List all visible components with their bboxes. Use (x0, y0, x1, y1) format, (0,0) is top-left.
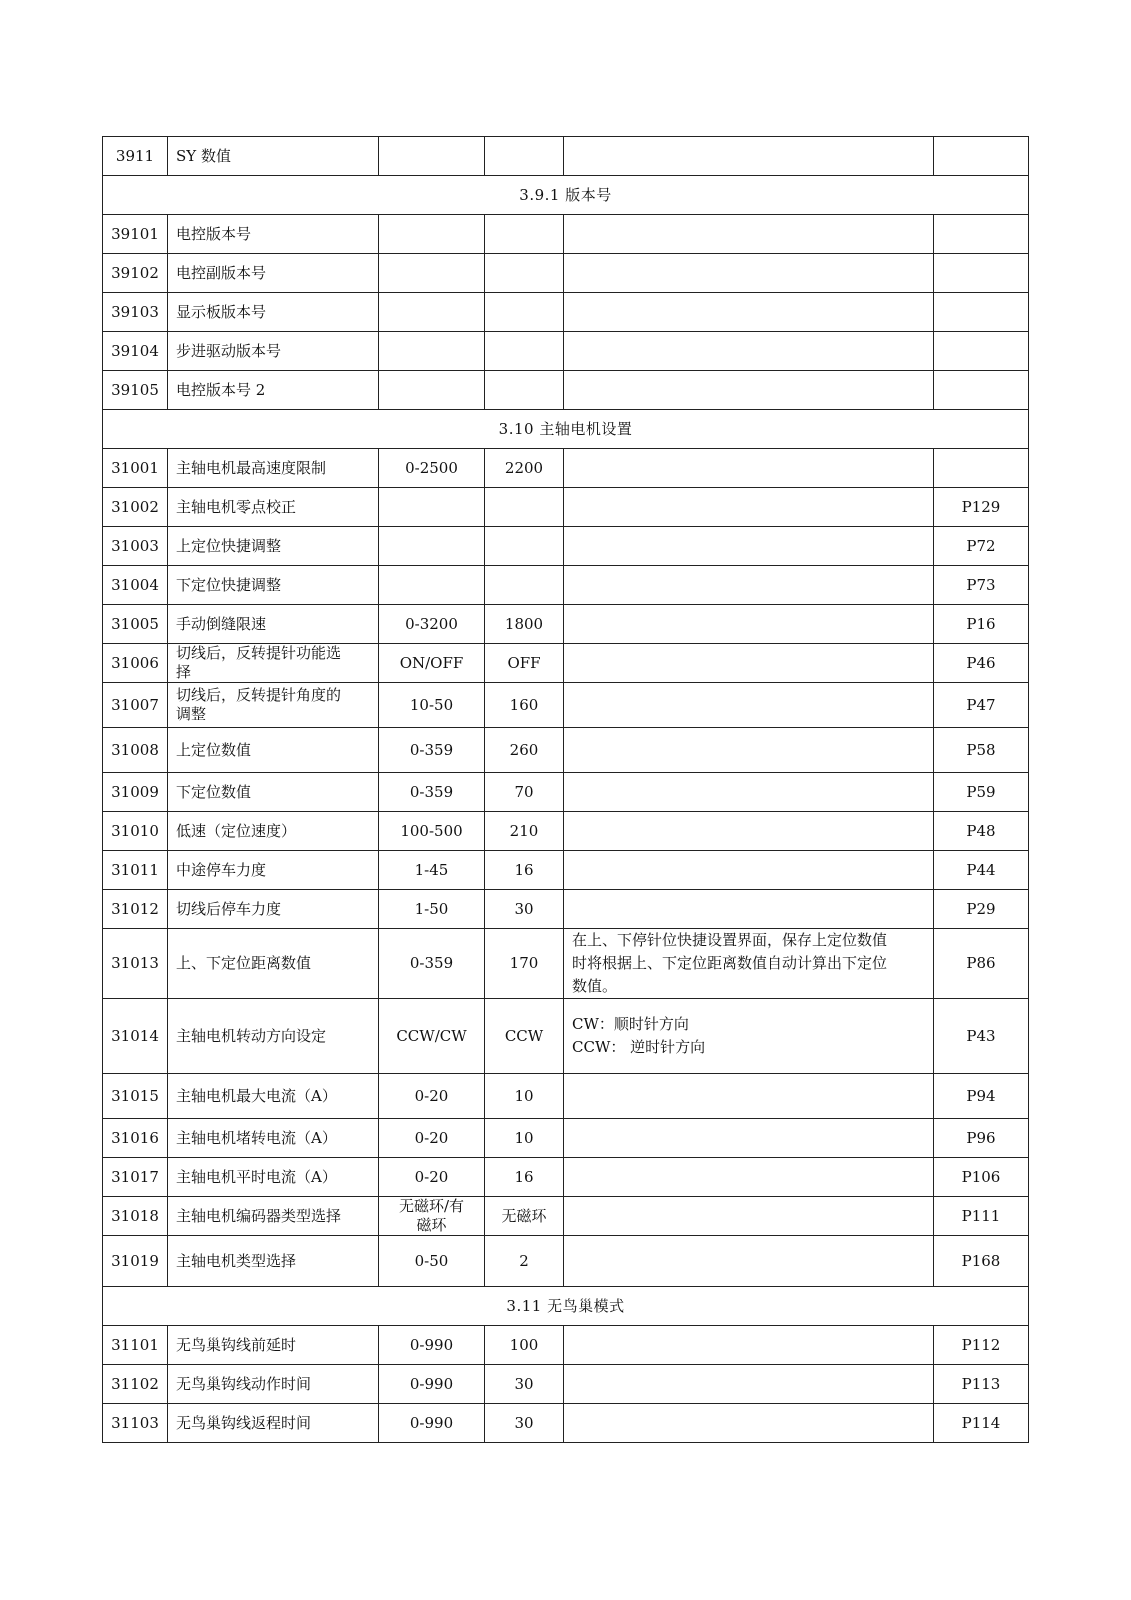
table-row (103, 644, 1029, 683)
param-code-cell: 39101 (103, 215, 168, 254)
param-note-cell (564, 332, 934, 371)
table-row (103, 773, 1029, 812)
param-name-cell: 主轴电机最大电流（A） (168, 1074, 379, 1119)
param-range-cell: 0-359 (379, 929, 485, 999)
param-code-cell: 31012 (103, 890, 168, 929)
param-default-cell: 30 (485, 890, 564, 929)
param-name-cell: 下定位数值 (168, 773, 379, 812)
param-note-cell (564, 812, 934, 851)
param-name-cell: 上定位数值 (168, 728, 379, 773)
param-default-cell: 10 (485, 1074, 564, 1119)
param-range-cell: 0-990 (379, 1404, 485, 1443)
param-code-cell: 31001 (103, 449, 168, 488)
table-row (103, 449, 1029, 488)
param-page-cell: P47 (934, 683, 1029, 728)
param-default-cell: 16 (485, 1158, 564, 1197)
param-page-cell: P112 (934, 1326, 1029, 1365)
table-row (103, 999, 1029, 1074)
param-code-cell: 31004 (103, 566, 168, 605)
param-page-cell (934, 449, 1029, 488)
param-code-cell: 31002 (103, 488, 168, 527)
param-code-cell: 31017 (103, 1158, 168, 1197)
param-note-cell (564, 851, 934, 890)
param-note-cell (564, 488, 934, 527)
param-name-cell: 主轴电机零点校正 (168, 488, 379, 527)
param-page-cell (934, 293, 1029, 332)
param-default-cell: 260 (485, 728, 564, 773)
param-name-cell: 中途停车力度 (168, 851, 379, 890)
param-default-cell: OFF (485, 644, 564, 683)
table-row (103, 890, 1029, 929)
section-header-row (103, 176, 1029, 215)
param-note-cell (564, 890, 934, 929)
param-name-cell: 电控副版本号 (168, 254, 379, 293)
param-note-cell (564, 293, 934, 332)
param-page-cell: P168 (934, 1236, 1029, 1287)
table-row (103, 527, 1029, 566)
param-code-cell: 31102 (103, 1365, 168, 1404)
param-note-cell (564, 605, 934, 644)
table-row (103, 605, 1029, 644)
param-default-cell: 16 (485, 851, 564, 890)
table-row (103, 1074, 1029, 1119)
table-row (103, 728, 1029, 773)
table-row (103, 1236, 1029, 1287)
param-range-cell: ON/OFF (379, 644, 485, 683)
param-page-cell: P94 (934, 1074, 1029, 1119)
table-row (103, 1326, 1029, 1365)
table-row (103, 683, 1029, 728)
param-name-cell: 显示板版本号 (168, 293, 379, 332)
param-name-cell: 切线后，反转提针功能选 择 (168, 644, 379, 683)
param-page-cell: P106 (934, 1158, 1029, 1197)
param-note-cell (564, 137, 934, 176)
param-range-cell: 无磁环/有 磁环 (379, 1197, 485, 1236)
param-note-cell (564, 371, 934, 410)
param-note-cell (564, 215, 934, 254)
param-name-cell: 主轴电机编码器类型选择 (168, 1197, 379, 1236)
param-page-cell: P48 (934, 812, 1029, 851)
param-range-cell: 1-45 (379, 851, 485, 890)
table-row (103, 332, 1029, 371)
param-page-cell (934, 371, 1029, 410)
param-name-cell: 步进驱动版本号 (168, 332, 379, 371)
param-default-cell: 无磁环 (485, 1197, 564, 1236)
param-code-cell: 31014 (103, 999, 168, 1074)
param-default-cell: 10 (485, 1119, 564, 1158)
param-range-cell (379, 566, 485, 605)
param-default-cell: 160 (485, 683, 564, 728)
param-name-cell: 主轴电机最高速度限制 (168, 449, 379, 488)
param-default-cell: 2200 (485, 449, 564, 488)
param-default-cell: 70 (485, 773, 564, 812)
param-range-cell: 10-50 (379, 683, 485, 728)
param-code-cell: 31019 (103, 1236, 168, 1287)
param-page-cell: P114 (934, 1404, 1029, 1443)
param-note-cell (564, 449, 934, 488)
param-name-cell: 电控版本号 2 (168, 371, 379, 410)
table-row (103, 371, 1029, 410)
param-note-cell (564, 773, 934, 812)
param-default-cell (485, 527, 564, 566)
param-code-cell: 31006 (103, 644, 168, 683)
param-code-cell: 31009 (103, 773, 168, 812)
param-note-cell (564, 728, 934, 773)
table-row (103, 1119, 1029, 1158)
param-note-cell (564, 1074, 934, 1119)
param-note-cell (564, 1197, 934, 1236)
param-range-cell (379, 332, 485, 371)
section-title: 3.10 主轴电机设置 (103, 410, 1029, 449)
param-default-cell (485, 332, 564, 371)
param-code-cell: 31008 (103, 728, 168, 773)
param-note-cell (564, 566, 934, 605)
param-name-cell: 无鸟巢钩线返程时间 (168, 1404, 379, 1443)
param-range-cell: 1-50 (379, 890, 485, 929)
param-code-cell: 31015 (103, 1074, 168, 1119)
table-row (103, 812, 1029, 851)
param-range-cell (379, 371, 485, 410)
param-code-cell: 31011 (103, 851, 168, 890)
param-page-cell: P59 (934, 773, 1029, 812)
section-header-row (103, 410, 1029, 449)
param-range-cell: 0-20 (379, 1119, 485, 1158)
param-code-cell: 31103 (103, 1404, 168, 1443)
param-code-cell: 39103 (103, 293, 168, 332)
section-title: 3.11 无鸟巢模式 (103, 1287, 1029, 1326)
param-range-cell (379, 488, 485, 527)
param-range-cell: 0-990 (379, 1365, 485, 1404)
param-page-cell: P129 (934, 488, 1029, 527)
table-row (103, 1158, 1029, 1197)
param-note-cell (564, 1326, 934, 1365)
param-page-cell: P58 (934, 728, 1029, 773)
param-page-cell: P111 (934, 1197, 1029, 1236)
param-name-cell: 无鸟巢钩线前延时 (168, 1326, 379, 1365)
table-row (103, 254, 1029, 293)
param-page-cell (934, 215, 1029, 254)
param-default-cell (485, 566, 564, 605)
param-code-cell: 39102 (103, 254, 168, 293)
param-default-cell: 1800 (485, 605, 564, 644)
param-range-cell: 0-359 (379, 728, 485, 773)
table-row (103, 851, 1029, 890)
param-default-cell (485, 215, 564, 254)
param-page-cell: P73 (934, 566, 1029, 605)
param-default-cell: 210 (485, 812, 564, 851)
table-row (103, 1197, 1029, 1236)
table-row (103, 137, 1029, 176)
param-range-cell: 0-2500 (379, 449, 485, 488)
param-code-cell: 31101 (103, 1326, 168, 1365)
param-page-cell: P16 (934, 605, 1029, 644)
param-default-cell (485, 293, 564, 332)
param-code-cell: 31003 (103, 527, 168, 566)
param-default-cell: 30 (485, 1404, 564, 1443)
parameter-table (102, 136, 1029, 1443)
param-note-cell (564, 1119, 934, 1158)
param-note-cell (564, 1158, 934, 1197)
param-note-cell: CW：顺时针方向 CCW： 逆时针方向 (564, 999, 934, 1074)
param-page-cell: P96 (934, 1119, 1029, 1158)
param-code-cell: 31010 (103, 812, 168, 851)
param-default-cell: CCW (485, 999, 564, 1074)
param-code-cell: 31005 (103, 605, 168, 644)
param-default-cell (485, 254, 564, 293)
param-page-cell: P44 (934, 851, 1029, 890)
param-name-cell: 无鸟巢钩线动作时间 (168, 1365, 379, 1404)
table-row (103, 293, 1029, 332)
param-page-cell: P43 (934, 999, 1029, 1074)
param-page-cell (934, 137, 1029, 176)
param-range-cell (379, 254, 485, 293)
param-page-cell (934, 332, 1029, 371)
param-range-cell: 0-990 (379, 1326, 485, 1365)
param-default-cell: 100 (485, 1326, 564, 1365)
param-range-cell: 0-50 (379, 1236, 485, 1287)
param-range-cell: CCW/CW (379, 999, 485, 1074)
param-code-cell: 31007 (103, 683, 168, 728)
param-range-cell: 0-3200 (379, 605, 485, 644)
param-name-cell: 主轴电机平时电流（A） (168, 1158, 379, 1197)
param-range-cell (379, 137, 485, 176)
param-code-cell: 31016 (103, 1119, 168, 1158)
param-note-cell: 在上、下停针位快捷设置界面，保存上定位数值 时将根据上、下定位距离数值自动计算出下定位 数值。 (564, 929, 934, 999)
param-note-cell (564, 1236, 934, 1287)
param-range-cell: 100-500 (379, 812, 485, 851)
param-note-cell (564, 683, 934, 728)
table-row (103, 1365, 1029, 1404)
table-row (103, 488, 1029, 527)
param-name-cell: 上定位快捷调整 (168, 527, 379, 566)
param-range-cell: 0-20 (379, 1158, 485, 1197)
param-note-cell (564, 1365, 934, 1404)
param-default-cell: 170 (485, 929, 564, 999)
param-name-cell: SY 数值 (168, 137, 379, 176)
param-name-cell: 低速（定位速度） (168, 812, 379, 851)
table-row (103, 215, 1029, 254)
param-default-cell: 2 (485, 1236, 564, 1287)
section-header-row (103, 1287, 1029, 1326)
param-code-cell: 31013 (103, 929, 168, 999)
param-page-cell: P46 (934, 644, 1029, 683)
param-name-cell: 主轴电机转动方向设定 (168, 999, 379, 1074)
param-default-cell (485, 137, 564, 176)
param-note-cell (564, 644, 934, 683)
param-range-cell: 0-359 (379, 773, 485, 812)
param-default-cell: 30 (485, 1365, 564, 1404)
param-note-cell (564, 254, 934, 293)
table-row (103, 929, 1029, 999)
table-row (103, 566, 1029, 605)
table-row (103, 1404, 1029, 1443)
param-name-cell: 电控版本号 (168, 215, 379, 254)
parameter-table-body (103, 137, 1029, 1443)
param-note-cell (564, 1404, 934, 1443)
param-name-cell: 主轴电机堵转电流（A） (168, 1119, 379, 1158)
param-range-cell (379, 293, 485, 332)
param-code-cell: 39105 (103, 371, 168, 410)
param-name-cell: 切线后，反转提针角度的 调整 (168, 683, 379, 728)
param-code-cell: 31018 (103, 1197, 168, 1236)
section-title: 3.9.1 版本号 (103, 176, 1029, 215)
param-name-cell: 上、下定位距离数值 (168, 929, 379, 999)
param-name-cell: 手动倒缝限速 (168, 605, 379, 644)
param-range-cell (379, 527, 485, 566)
param-range-cell (379, 215, 485, 254)
param-code-cell: 3911 (103, 137, 168, 176)
param-page-cell: P86 (934, 929, 1029, 999)
param-page-cell: P113 (934, 1365, 1029, 1404)
param-code-cell: 39104 (103, 332, 168, 371)
param-page-cell (934, 254, 1029, 293)
param-page-cell: P29 (934, 890, 1029, 929)
param-default-cell (485, 488, 564, 527)
param-note-cell (564, 527, 934, 566)
param-name-cell: 下定位快捷调整 (168, 566, 379, 605)
param-range-cell: 0-20 (379, 1074, 485, 1119)
param-name-cell: 切线后停车力度 (168, 890, 379, 929)
param-name-cell: 主轴电机类型选择 (168, 1236, 379, 1287)
param-default-cell (485, 371, 564, 410)
param-page-cell: P72 (934, 527, 1029, 566)
